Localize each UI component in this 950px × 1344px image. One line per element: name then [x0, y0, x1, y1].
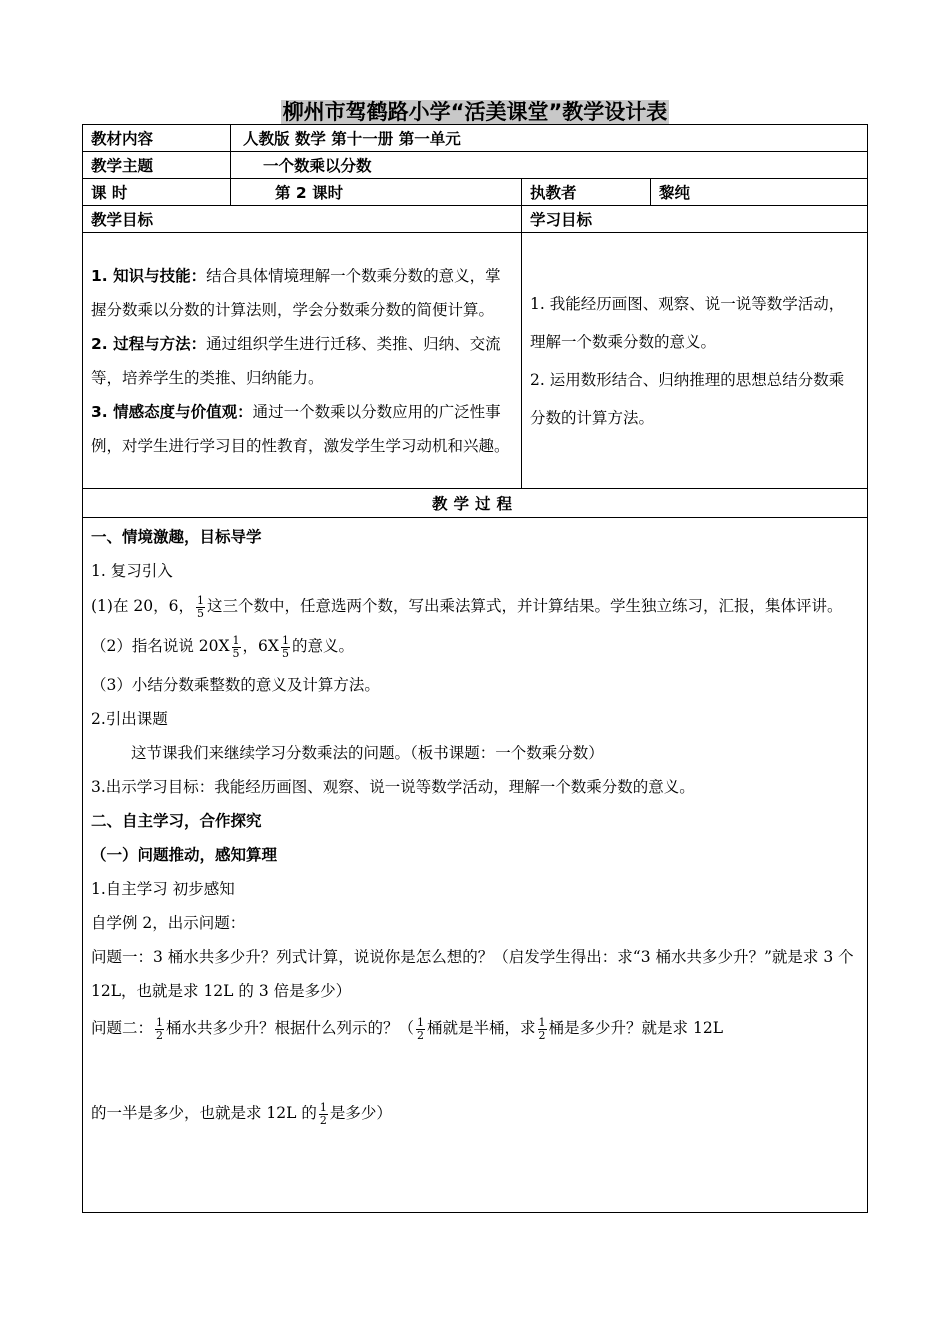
section-2-title: 二、自主学习，合作探究: [91, 812, 262, 830]
fraction-one-fifth: $\frac{1}{5}$: [196, 593, 204, 620]
question-2-continued: 的一半是多少，也就是求 12L 的 $\frac{1}{2}$ 是多少）: [91, 1100, 392, 1127]
period-row: [83, 179, 868, 206]
fraction-one-fifth: $\frac{1}{5}$: [281, 633, 289, 660]
teaching-goal-3: 3. 情感态度与价值观：通过一个数乘以分数应用的广泛性事例，对学生进行学习目的性教育，激发学生学习动机和兴趣。: [91, 402, 510, 455]
section-1-item-1: 1. 复习引入: [91, 562, 173, 580]
title-text: 柳州市驾鹤路小学“活美课堂”教学设计表: [282, 100, 668, 124]
question-1: 问题一：3 桶水共多少升？列式计算，说说你是怎么想的？（启发学生得出：求“3 桶水共多少升？”就是求 3 个 12L，也就是求 12L 的 3 倍是多少）: [91, 948, 854, 1000]
section-1-item-3: 3.出示学习目标：我能经历画图、观察、说一说等数学活动，理解一个数乘分数的意义。: [91, 778, 695, 796]
process-body: [83, 518, 868, 1213]
section-1-item-2a: 这节课我们来继续学习分数乘法的问题。（板书课题：一个数乘分数）: [131, 744, 604, 762]
teacher-value: 黎纯: [651, 179, 868, 206]
section-1-item-2: 2.引出课题: [91, 710, 168, 728]
process-heading: 教学过程: [83, 489, 868, 518]
goals-row: [83, 233, 868, 489]
teaching-goal-1: 1. 知识与技能：结合具体情境理解一个数乘分数的意义，掌握分数乘以分数的计算法则，学会分数乘分数的简便计算。: [91, 266, 501, 319]
fraction-one-half: $\frac{1}{2}$: [319, 1100, 327, 1127]
fraction-one-half: $\frac{1}{2}$: [538, 1015, 546, 1042]
question-2: 问题二： $\frac{1}{2}$ 桶水共多少升？根据什么列示的？（ $\frac{1}{2}$ 桶就是半桶，求 $\frac{1}{2}$ 桶是多少升？就是求 12L: [91, 1015, 723, 1042]
section-2-item-1: 1.自主学习 初步感知: [91, 880, 235, 898]
topic-label: 教学主题: [83, 152, 231, 179]
topic-value: 一个数乘以分数: [231, 152, 868, 179]
topic-row: [83, 152, 868, 179]
material-row: [83, 125, 868, 152]
teaching-goals-label: 教学目标: [83, 206, 522, 233]
fraction-one-half: $\frac{1}{2}$: [156, 1015, 164, 1042]
learning-goal-2: 2. 运用数形结合、归纳推理的思想总结分数乘分数的计算方法。: [530, 370, 845, 427]
teaching-goal-2: 2. 过程与方法：通过组织学生进行迁移、类推、归纳、交流等，培养学生的类推、归纳能力。: [91, 334, 501, 387]
section-2-item-1a: 自学例 2，出示问题：: [91, 914, 246, 932]
material-label: 教材内容: [83, 125, 231, 152]
fraction-one-half: $\frac{1}{2}$: [417, 1015, 425, 1042]
period-label: 课 时: [83, 179, 231, 206]
process-body-row: [83, 518, 868, 1213]
spacer: [91, 1048, 859, 1096]
process-header-row: [83, 489, 868, 518]
section-1-item-1b: （2）指名说说 20X $\frac{1}{5}$ ，6X $\frac{1}{5}$ 的意义。: [91, 633, 354, 660]
learning-goals-label: 学习目标: [522, 206, 868, 233]
goals-header-row: [83, 206, 868, 233]
design-table: [82, 124, 868, 1213]
section-2-subtitle: （一）问题推动，感知算理: [91, 846, 278, 864]
teaching-goals: [83, 233, 522, 489]
learning-goals: [522, 233, 868, 489]
section-1-item-1c: （3）小结分数乘整数的意义及计算方法。: [91, 676, 380, 694]
fraction-one-fifth: $\frac{1}{5}$: [232, 633, 240, 660]
learning-goal-1: 1. 我能经历画图、观察、说一说等数学活动，理解一个数乘分数的意义。: [530, 294, 845, 351]
section-1-item-1a: (1)在 20，6， $\frac{1}{5}$ 这三个数中，任意选两个数，写出乘法算式，并计算结果。学生独立练习，汇报，集体评讲。: [91, 593, 843, 620]
page-title: [0, 96, 950, 126]
period-value: 第 2 课时: [231, 179, 522, 206]
material-value: 人教版 数学 第十一册 第一单元: [231, 125, 868, 152]
section-1-title: 一、情境激趣，目标导学: [91, 528, 262, 546]
teacher-label: 执教者: [522, 179, 651, 206]
